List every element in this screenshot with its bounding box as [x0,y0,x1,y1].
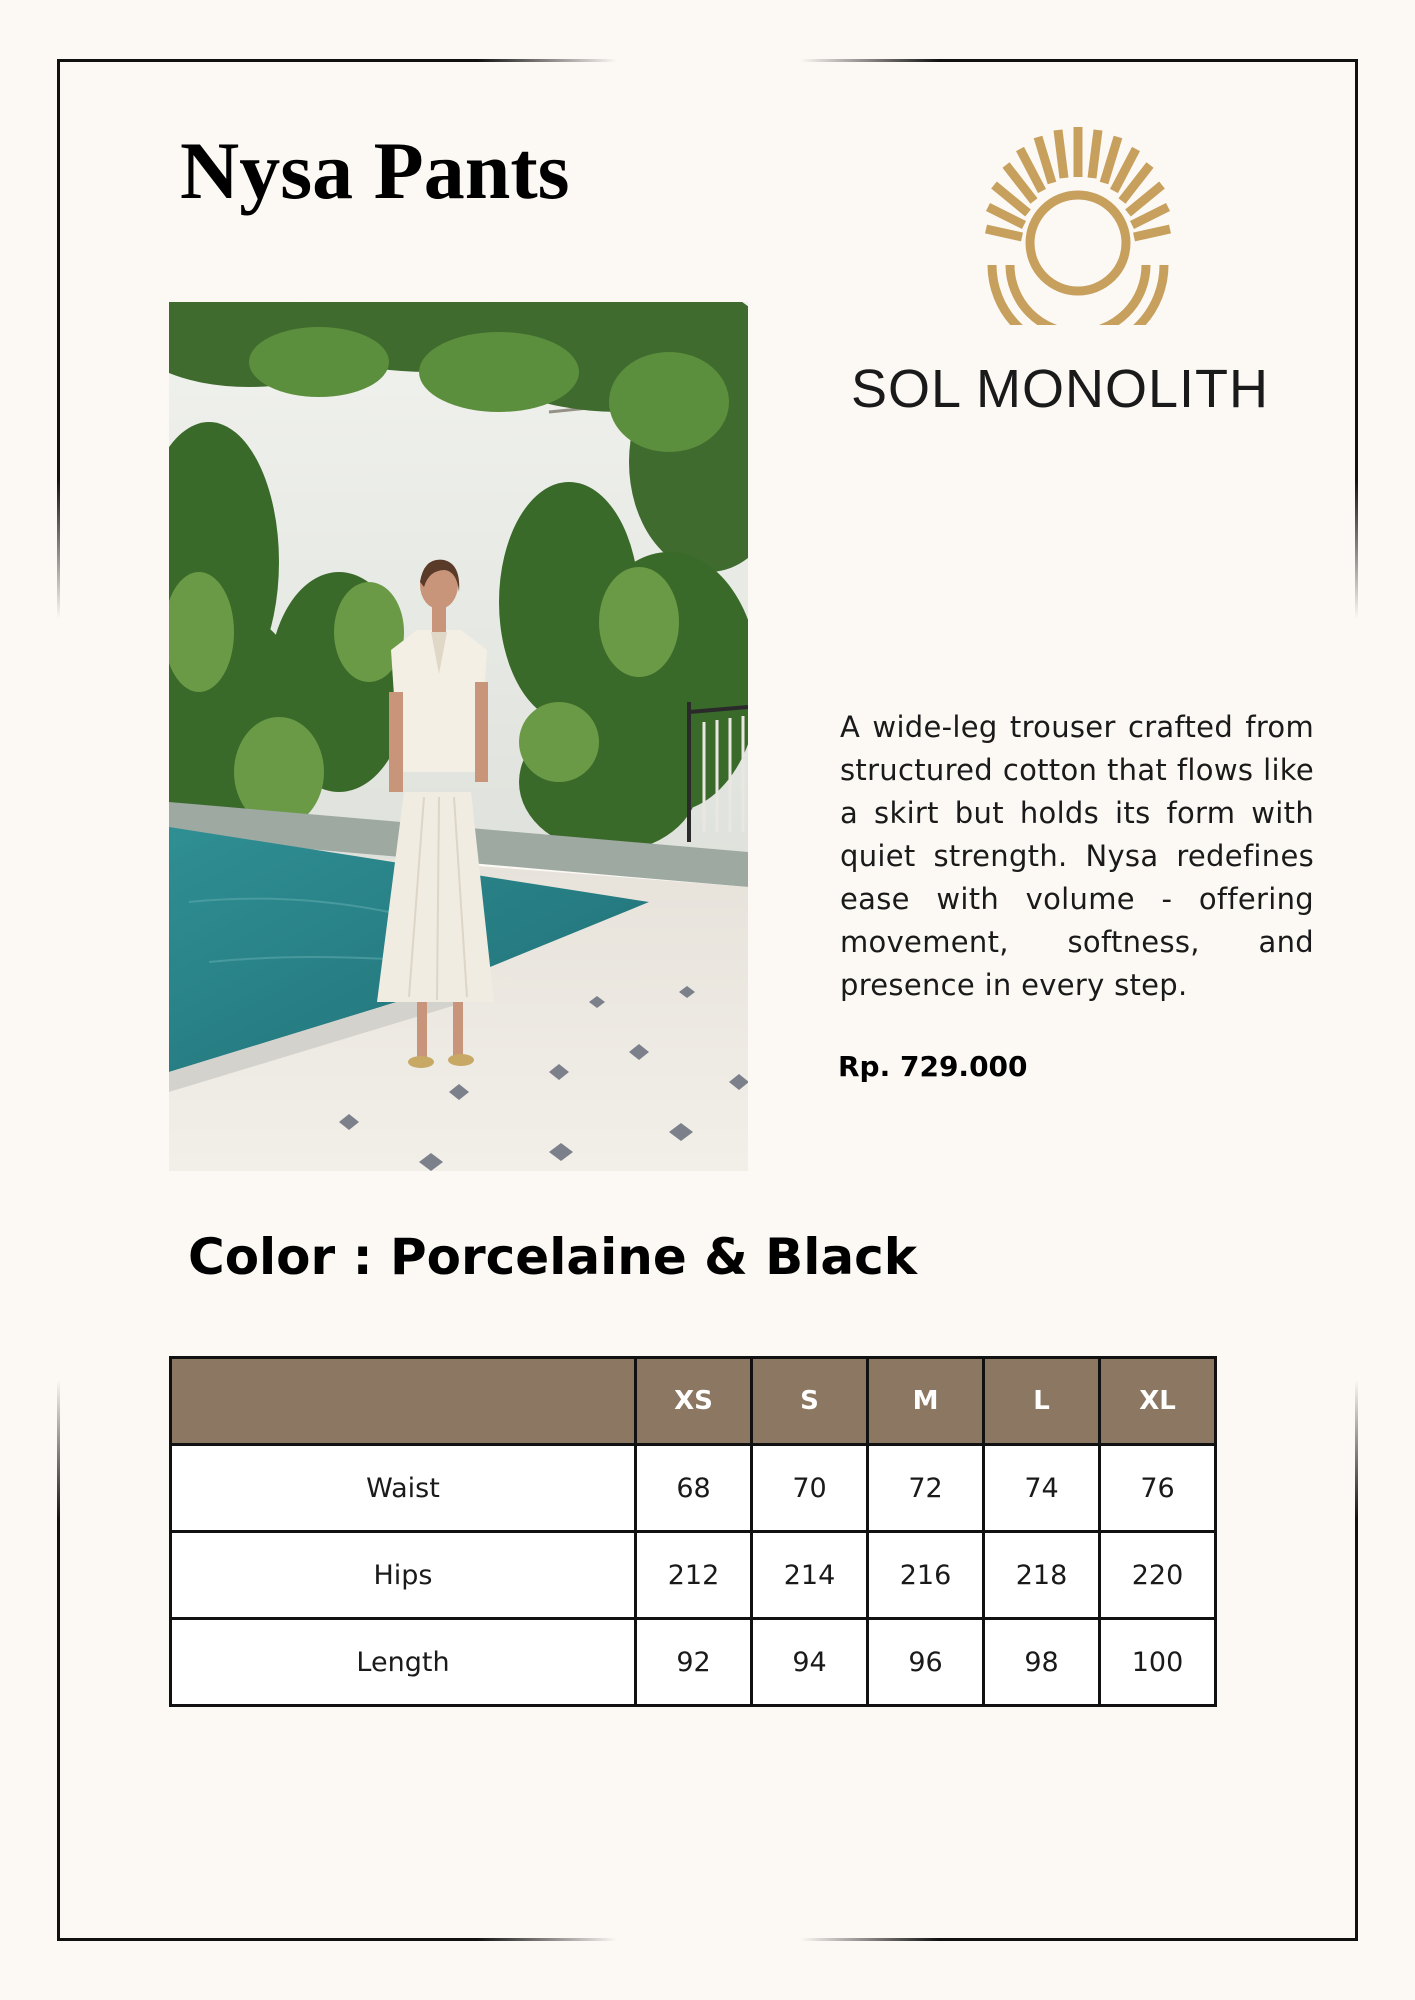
table-cell: 220 [1100,1532,1216,1619]
table-cell: 98 [984,1619,1100,1706]
table-row [171,1532,1216,1619]
product-description: A wide-leg trouser crafted from structured cotton that flows like a skirt but holds its form with quiet strength. Nysa redefines ease with volume - offering movement, softness, and presence in every step. [840,710,1314,1002]
size-chart-table [169,1356,1217,1707]
table-cell: 100 [1100,1619,1216,1706]
table-cell: 74 [984,1445,1100,1532]
product-title: Nysa Pants [180,125,570,216]
table-cell: 94 [752,1619,868,1706]
row-label: Waist [171,1445,636,1532]
frame-border [57,59,60,619]
frame-border [57,1380,60,1941]
table-cell: 76 [1100,1445,1216,1532]
frame-border [800,1938,1358,1941]
frame-border [57,59,617,62]
table-header-cell: XS [636,1358,752,1445]
table-cell: 68 [636,1445,752,1532]
table-header-row [171,1358,1216,1445]
table-cell: 72 [868,1445,984,1532]
frame-border [1355,1380,1358,1941]
table-header-cell: XL [1100,1358,1216,1445]
row-label: Length [171,1619,636,1706]
table-cell: 216 [868,1532,984,1619]
table-header-cell: L [984,1358,1100,1445]
table-header-cell: S [752,1358,868,1445]
table-cell: 92 [636,1619,752,1706]
table-cell: 96 [868,1619,984,1706]
row-label: Hips [171,1532,636,1619]
product-price: Rp. 729.000 [838,1050,1028,1083]
table-row [171,1445,1216,1532]
frame-border [800,59,1358,62]
table-header-cell [171,1358,636,1445]
table-cell: 214 [752,1532,868,1619]
table-cell: 212 [636,1532,752,1619]
sun-icon [950,115,1206,325]
brand-name: SOL MONOLITH [850,359,1270,419]
frame-border [57,1938,617,1941]
product-photo [169,302,748,1171]
table-cell: 218 [984,1532,1100,1619]
table-row [171,1619,1216,1706]
frame-border [1355,59,1358,619]
table-cell: 70 [752,1445,868,1532]
product-color: Color : Porcelaine & Black [188,1228,918,1286]
table-header-cell: M [868,1358,984,1445]
